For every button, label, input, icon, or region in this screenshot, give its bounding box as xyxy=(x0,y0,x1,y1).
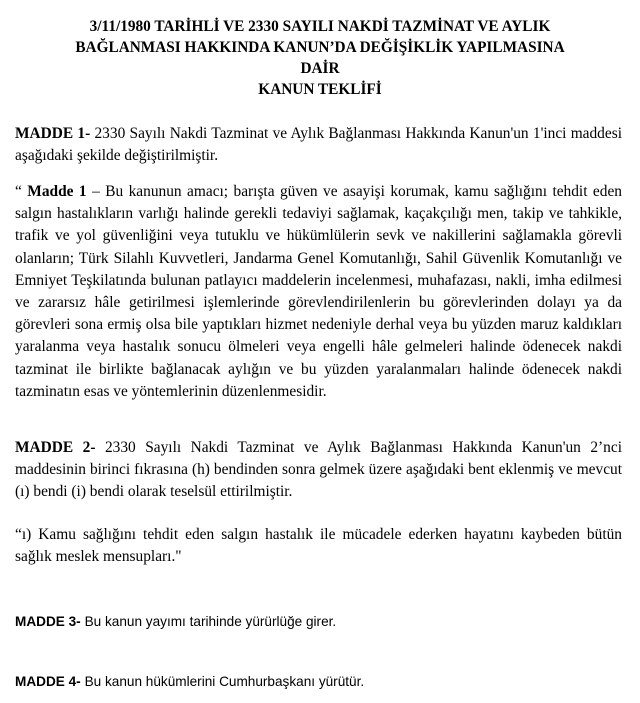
article-1 xyxy=(15,123,622,167)
quote-1-label: Madde 1 xyxy=(27,183,87,200)
article-4-text: Bu kanun hükümlerini Cumhurbaşkanı yürütür. xyxy=(84,674,365,689)
article-2-quoted-text xyxy=(15,524,622,568)
title-line-2: BAĞLANMASI HAKKINDA KANUN’DA DEĞİŞİKLİK YAPILMASINA DAİR xyxy=(75,39,565,77)
quote-1-text: – Bu kanunun amacı; barışta güven ve asayişi korumak, kamu sağlığını tehdit eden salgın hastalıkların varlığı halinde gerekli tedaviyi sağlamak, kaçakçılığı men, takip ve tahkikle, trafik ve yol güvenliğini veya tutuklu ve hükümlülerin sevk ve nakillerini sağlamakla görevli olanların; Türk Silahlı Kuvvetleri, Jandarma Genel Komutanlığı, Sahil Güvenlik Komutanlığı ve Emniyet Teşkilatında bulunan patlayıcı maddelerin incelenmesi, muhafazası, nakli, imha edilmesi ve zararsız hâle getirilmesi işlemlerinde görevlendirilenlerin bu görevlerinden dolayı ya da görevleri sona ermiş olsa bile yaptıkları hizmet nedeniyle derhal veya bu yüzden maruz kaldıkları yaralanma veya hastalık sonucu ölmeleri veya engelli hâle gelmeleri halinde ödenecek nakdi tazminat ile birlikte bağlanacak aylığın ve bu yüzden yaralanmaları halinde ödenecek nakdi tazminatın esas ve yöntemlerinin düzenlenmesidir. xyxy=(15,183,622,400)
article-3-label: MADDE 3- xyxy=(15,614,81,629)
article-2-label: MADDE 2- xyxy=(15,439,96,456)
article-4 xyxy=(15,671,622,693)
article-3 xyxy=(15,611,622,633)
article-4-label: MADDE 4- xyxy=(15,674,81,689)
quote-2-text: “ı) Kamu sağlığını tehdit eden salgın hastalık ile mücadele ederken hayatını kaybeden bütün sağlık meslek mensupları." xyxy=(15,526,622,566)
quote-1-open-mark: “ xyxy=(15,183,22,200)
title-line-1: 3/11/1980 TARİHLİ VE 2330 SAYILI NAKDİ TAZMİNAT VE AYLIK xyxy=(89,18,551,35)
title-line-3: KANUN TEKLİFİ xyxy=(258,81,382,98)
article-2 xyxy=(15,437,622,504)
article-1-text: 2330 Sayılı Nakdi Tazminat ve Aylık Bağlanması Hakkında Kanun'un 1'inci maddesi aşağıdaki şekilde değiştirilmiştir. xyxy=(15,125,622,165)
article-3-text: Bu kanun yayımı tarihinde yürürlüğe girer. xyxy=(84,614,337,629)
article-2-text: 2330 Sayılı Nakdi Tazminat ve Aylık Bağlanması Hakkında Kanun'un 2’nci maddesinin birinci fıkrasına (h) bendinden sonra gelmek üzere aşağıdaki bent eklenmiş ve mevcut (ı) bendi (i) bendi olarak teselsül ettirilmiştir. xyxy=(15,439,622,501)
article-1-quoted-text xyxy=(15,181,622,403)
article-1-label: MADDE 1- xyxy=(15,125,91,142)
document-title xyxy=(60,16,580,100)
